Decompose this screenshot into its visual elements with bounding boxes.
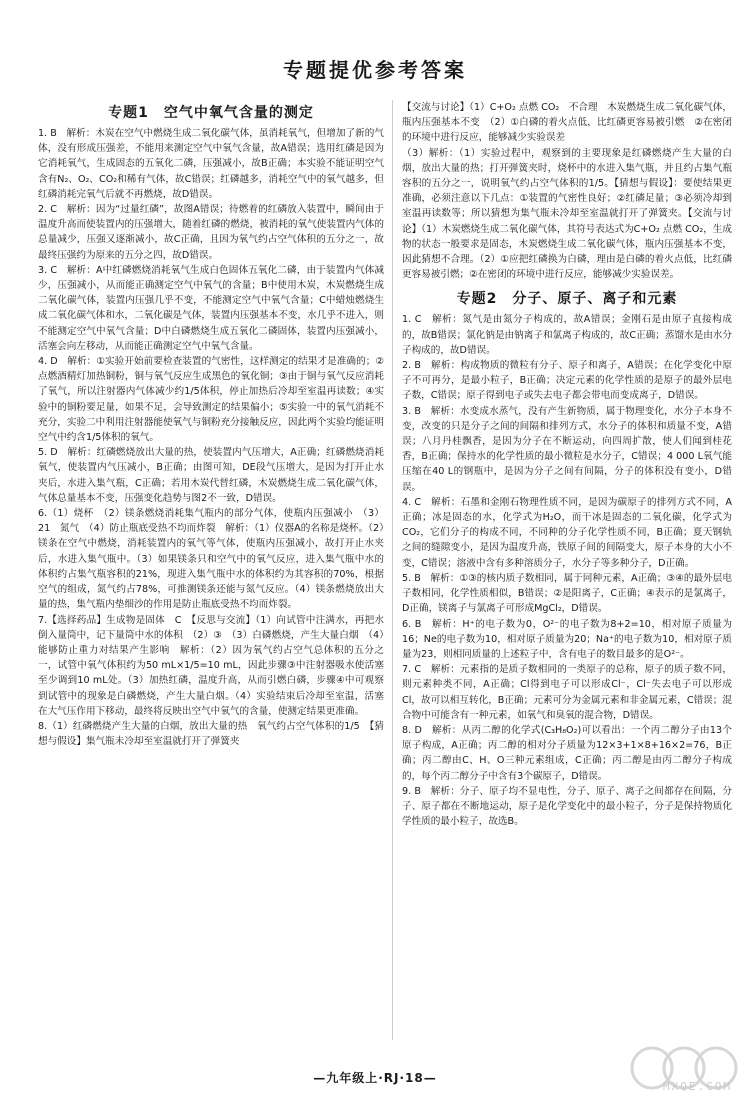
answer-item: 7.【选择药品】生成物是固体 C 【反思与交流】（1）向试管中注满水，再把水倒入量筒中，记下量筒中水的体积 （2）③ （3）白磷燃烧，产生大量白烟 （4）能够防止重力对结果产生影响 解析：（2）因为氧气约占空气总体积的五分之一，试管中氧气体积约为50 mL×1/5=10 mL，因此步骤③中注射器吸水使活塞至少调到10 mL处。（3）加热红磷，温度升高，从而引燃白磷，步骤④中可观察到试管中的现象是白磷燃烧，产生大量白烟。（4）实验结束后冷却至室温，活塞在大气压作用下移动，最终将反映出空气中氧气的含量，使测定结果更准确。 (38, 614, 384, 717)
answer-item: 1. C 解析：氮气是由氮分子构成的，故A错误；金刚石是由原子直接构成的，故B错误；氯化钠是由钠离子和氯离子构成的，故C正确；蒸馏水是由水分子构成的，故D错误。 (402, 314, 732, 356)
watermark-text: MXQE.COM (663, 1080, 732, 1093)
column-divider (392, 100, 393, 1040)
answer-item: 3. B 解析：水变成水蒸气，没有产生新物质，属于物理变化，水分子本身不变，改变的只是分子之间的间隔和排列方式，水分子的体积和质量不变，A错误；八月丹桂飘香，是因为分子在不断运动，向四周扩散，使人们闻到桂花香，B正确；保持水的化学性质的最小微粒是水分子，C错误；4 000 L氧气能压缩在40 L的钢瓶中，是因为分子之间有间隔，分子的体积没有变小，D错误。 (402, 405, 732, 493)
right-column (402, 100, 732, 1040)
answer-item: 5. D 解析：红磷燃烧放出大量的热，使装置内气压增大，A正确；红磷燃烧消耗氧气，使装置内气压减小，B正确；由图可知，DE段气压增大，是因为打开止水夹后，水进入集气瓶，C正确；若用木炭代替红磷，木炭燃烧生成二氧化碳气体，气体总量基本不变，压强变化趋势与图2不一致，D错误。 (38, 447, 384, 504)
page-title: 专题提优参考答案 (283, 58, 467, 82)
answer-item: 8.（1）红磷燃烧产生大量的白烟，放出大量的热 氧气约占空气体积的1/5 【猜想与假设】集气瓶未冷却至室温就打开了弹簧夹 (38, 720, 384, 748)
answer-item: 4. D 解析：①实验开始前要检查装置的气密性，这样测定的结果才是准确的；②点燃酒精灯加热铜粉，铜与氧气反应生成黑色的氧化铜；③由于铜与氧气反应消耗了氧气，所以注射器内气体减少约1/5体积，停止加热后冷却至室温再读数；④实验中的铜粉要足量，如果不足，会导致测定的结果偏小；⑤实验一中的氧气消耗不充分，实验二中利用注射器能使氧气与铜粉充分接触反应，因此两个实验均能证明空气中约含1/5体积的氧气。 (38, 356, 384, 444)
answer-item: 6. B 解析：H⁺的电子数为0，O²⁻的电子数为8+2=10，相对原子质量为16；Ne的电子数为10，相对原子质量为20；Na⁺的电子数为10，相对原子质量为23，则相同质量的上述粒子中，含有电子的数目最多的是O²⁻。 (402, 618, 732, 660)
answer-item: 6.（1）烧杯 （2）镁条燃烧消耗集气瓶内的部分气体，使瓶内压强减小 （3）21 氮气 （4）防止瓶底受热不均而炸裂 解析：（1）仪器A的名称是烧杯。（2）镁条在空气中燃烧，消耗装置内的氧气等气体，使瓶内压强减小，故打开止水夹后，水进入集气瓶中。（3）如果镁条只和空气中的氧气反应，进入集气瓶中水的体积约占集气瓶容积的21%，现进入集气瓶中水的体积约为其容积的70%，根据空气的组成，氮气约占78%，可推测镁条还能与氮气反应。（4）镁条燃烧放出大量的热，集气瓶内垫细沙的作用是防止瓶底受热不均而炸裂。 (38, 508, 384, 611)
answer-item: 5. B 解析：①③的核内质子数相同，属于同种元素，A正确；③④的最外层电子数相同，化学性质相似，B错误；②是阳离子，C正确；④表示的是氯离子，D正确，镁离子与氯离子可形成MgCl₂，D错误。 (402, 572, 732, 615)
section-heading-1: 专题1 空气中氧气含量的测定 (108, 105, 314, 121)
answer-item: 7. C 解析：元素指的是质子数相同的一类原子的总称，原子的质子数不同，则元素种类不同，A正确；Cl得到电子可以形成Cl⁻，Cl⁻失去电子可以形成Cl，故可以相互转化，B正确；元素可分为金属元素和非金属元素，C错误；混合物中可能含有一种元素，如氧气和臭氧的混合物，D错误。 (402, 664, 732, 721)
answer-item: 【交流与讨论】（1）C+O₂ 点燃 CO₂ 不合理 木炭燃烧生成二氧化碳气体，瓶内压强基本不变 （2）①白磷的着火点低，比红磷更容易被引燃 ②在密闭的环境中进行反应，能够减少实验误差 (402, 102, 732, 144)
answer-item: 8. D 解析：从丙二醇的化学式(C₃H₈O₂)可以看出：一个丙二醇分子由13个原子构成，A正确；丙二醇的相对分子质量为12×3+1×8+16×2=76，B正确；丙二醇由C、H、O三种元素组成，C正确；丙二醇是由丙二醇分子构成的，每个丙二醇分子中含有3个碳原子，D错误。 (402, 724, 732, 782)
answer-item: （3）解析：（1）实验过程中，观察到的主要现象是红磷燃烧产生大量的白烟，放出大量的热；打开弹簧夹时，烧杯中的水进入集气瓶，并且约占集气瓶容积的五分之一，说明氧气约占空气体积的1/5。【猜想与假设】：要使结果更准确，必须注意以下几点：①装置的气密性良好；②红磷足量；③必须冷却到室温再读数等；所以猜想为集气瓶未冷却至室温就打开了弹簧夹。【交流与讨论】（1）木炭燃烧生成二氧化碳气体，其符号表达式为C+O₂ 点燃 CO₂，生成物的状态一般要求是固态，木炭燃烧生成二氧化碳气体，瓶内压强基本不变，因此猜想不合理。（2）①应把红磷换为白磷，理由是白磷的着火点低，比红磷更容易被引燃；②在密闭的环境中进行反应，能够减少实验误差。 (402, 147, 732, 281)
answer-item: 2. B 解析：构成物质的微粒有分子、原子和离子，A错误；在化学变化中原子不可再分，是最小粒子，B正确；决定元素的化学性质的是原子的最外层电子数，C错误；原子得到电子或失去电子都会带电而变成离子，D错误。 (402, 360, 732, 402)
answer-item: 2. C 解析：因为“过量红磷”，故图A错误；待燃着的红磷放入装置中，瞬间由于温度升高而使装置内的压强增大，随着红磷的燃烧，被消耗的氧气使装置内气体的总量减少，压强又逐渐减小，故C正确，且因为氧气约占空气体积的五分之一，故最终压强约为原来的五分之四，故D错误。 (38, 204, 384, 261)
answer-item: 3. C 解析：A中红磷燃烧消耗氧气生成白色固体五氧化二磷，由于装置内气体减少，压强减小，从而能正确测定空气中氧气的含量；B中使用木炭，木炭燃烧生成二氧化碳气体，装置内压强几乎不变，不能测定空气中氧气含量；C中蜡烛燃烧生成二氧化碳气体和水，二氧化碳是气体，装置内压强基本不变，水几乎不进入，则不能测定空气中氧气含量；D中白磷燃烧生成五氧化二磷固体，装置内压强减小，活塞会向左移动，从而能正确测定空气中氧气含量。 (38, 264, 384, 352)
answer-item: 9. B 解析：分子、原子均不显电性，分子、原子、离子之间都存在间隔，分子、原子都在不断地运动，原子是化学变化中的最小粒子，分子是保持物质化学性质的最小粒子，故选B。 (402, 785, 732, 828)
section-heading-2: 专题2 分子、原子、离子和元素 (456, 291, 678, 308)
page-footer: —九年级上·RJ·18— (313, 1071, 437, 1085)
left-column (38, 100, 384, 1040)
answer-item: 4. C 解析：石墨和金刚石物理性质不同，是因为碳原子的排列方式不同，A正确；冰是固态的水，化学式为H₂O，而干冰是固态的二氧化碳，化学式为CO₂，它们分子的构成不同，不同种的分子化学性质不同，B正确；夏天钢轨之间的缝隙变小，是因为温度升高，铁原子间的间隔变大，原子本身的大小不变，C错误；溶液中含有多种溶质分子，水分子等多种分子，D正确。 (402, 496, 732, 569)
answer-item: 1. B 解析：木炭在空气中燃烧生成二氧化碳气体，虽消耗氧气，但增加了新的气体，没有形成压强差，不能用来测定空气中氧气含量，故A错误；选用红磷是因为它消耗氧气，生成固态的五氧化二磷，压强减小，故B正确；本实验不能证明空气含有N₂、O₂、CO₂和稀有气体，故C错误；红磷越多，消耗空气中的氧气越多，但红磷消耗完氧气后就不再燃烧，故D错误。 (38, 128, 384, 200)
